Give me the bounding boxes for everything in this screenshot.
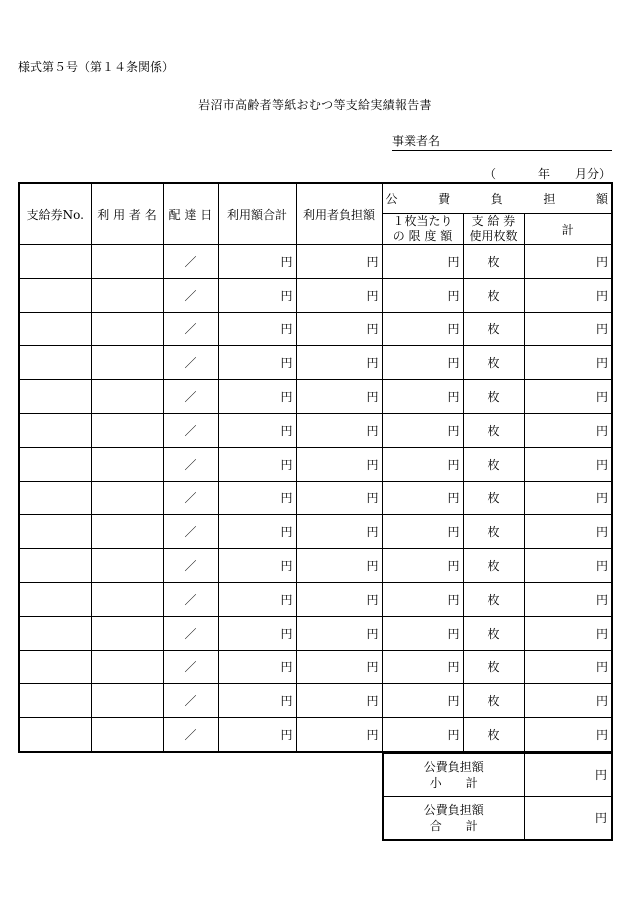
delivery-date-cell[interactable]	[163, 684, 218, 718]
date-separator: ／	[184, 457, 197, 472]
usage-total-cell[interactable]: 円	[218, 616, 296, 650]
usage-total-cell[interactable]: 円	[218, 413, 296, 447]
public-burden-char: 額	[596, 192, 609, 206]
date-separator: ／	[184, 254, 197, 269]
user-name-cell[interactable]	[91, 515, 163, 549]
subtotal-label	[383, 753, 524, 797]
user-burden-cell[interactable]: 円	[296, 245, 382, 279]
delivery-date-cell[interactable]	[163, 346, 218, 380]
delivery-date-cell[interactable]	[163, 481, 218, 515]
user-burden-cell[interactable]: 円	[296, 346, 382, 380]
voucher-no-cell[interactable]	[19, 278, 91, 312]
subtotal-label-line2: 小 計	[429, 776, 478, 790]
limit-per-sheet-cell[interactable]: 円	[382, 481, 463, 515]
table-row	[19, 312, 612, 346]
col-vouchers-used	[463, 214, 524, 245]
voucher-no-cell[interactable]	[19, 380, 91, 414]
usage-total-cell[interactable]: 円	[218, 447, 296, 481]
delivery-date-cell[interactable]	[163, 549, 218, 583]
col-total: 計	[524, 214, 612, 245]
table-row	[19, 684, 612, 718]
date-separator: ／	[184, 728, 197, 743]
col-vouchers-used-line1: 支 給 券	[471, 214, 516, 228]
user-burden-cell[interactable]: 円	[296, 312, 382, 346]
operator-name-field[interactable]	[392, 132, 612, 151]
user-name-cell[interactable]	[91, 684, 163, 718]
limit-per-sheet-cell[interactable]: 円	[382, 312, 463, 346]
public-burden-char: 費	[438, 192, 451, 206]
voucher-no-cell[interactable]	[19, 549, 91, 583]
public-total-cell[interactable]: 円	[524, 481, 612, 515]
public-total-cell[interactable]: 円	[524, 650, 612, 684]
voucher-no-cell[interactable]	[19, 447, 91, 481]
voucher-no-cell[interactable]	[19, 616, 91, 650]
period-open-paren: （	[484, 167, 497, 181]
vouchers-used-cell[interactable]: 枚	[463, 481, 524, 515]
user-name-cell[interactable]	[91, 481, 163, 515]
usage-total-cell[interactable]: 円	[218, 650, 296, 684]
col-vouchers-used-line2: 使用枚数	[469, 229, 518, 243]
usage-total-cell[interactable]: 円	[218, 346, 296, 380]
user-burden-cell[interactable]: 円	[296, 616, 382, 650]
voucher-no-cell[interactable]	[19, 650, 91, 684]
table-row	[19, 650, 612, 684]
user-name-cell[interactable]	[91, 346, 163, 380]
operator-name-label: 事業者名	[392, 134, 441, 148]
public-total-cell[interactable]: 円	[524, 447, 612, 481]
user-name-cell[interactable]	[91, 245, 163, 279]
col-user-name: 利 用 者 名	[91, 183, 163, 245]
voucher-no-cell[interactable]	[19, 515, 91, 549]
delivery-date-cell[interactable]	[163, 616, 218, 650]
delivery-date-cell[interactable]	[163, 515, 218, 549]
delivery-date-cell[interactable]	[163, 718, 218, 752]
user-burden-cell[interactable]: 円	[296, 515, 382, 549]
limit-per-sheet-cell[interactable]: 円	[382, 582, 463, 616]
public-total-cell[interactable]: 円	[524, 684, 612, 718]
user-burden-cell[interactable]: 円	[296, 380, 382, 414]
limit-per-sheet-cell[interactable]: 円	[382, 616, 463, 650]
vouchers-used-cell[interactable]: 枚	[463, 312, 524, 346]
table-row	[19, 549, 612, 583]
user-burden-cell[interactable]: 円	[296, 718, 382, 752]
public-total-cell[interactable]: 円	[524, 413, 612, 447]
col-limit-per-sheet	[382, 214, 463, 245]
col-delivery-date: 配 達 日	[163, 183, 218, 245]
user-name-cell[interactable]	[91, 616, 163, 650]
col-public-burden	[382, 183, 612, 214]
grand-total-label	[383, 797, 524, 841]
usage-total-cell[interactable]: 円	[218, 278, 296, 312]
public-total-cell[interactable]: 円	[524, 582, 612, 616]
vouchers-used-cell[interactable]: 枚	[463, 515, 524, 549]
vouchers-used-cell[interactable]: 枚	[463, 684, 524, 718]
table-row	[19, 616, 612, 650]
public-total-cell[interactable]: 円	[524, 346, 612, 380]
user-name-cell[interactable]	[91, 312, 163, 346]
usage-total-cell[interactable]: 円	[218, 684, 296, 718]
voucher-no-cell[interactable]	[19, 684, 91, 718]
user-burden-cell[interactable]: 円	[296, 582, 382, 616]
vouchers-used-cell[interactable]: 枚	[463, 346, 524, 380]
summary-table	[382, 752, 613, 841]
table-row	[19, 245, 612, 279]
table-row	[19, 515, 612, 549]
user-name-cell[interactable]	[91, 413, 163, 447]
user-name-cell[interactable]	[91, 582, 163, 616]
limit-per-sheet-cell[interactable]: 円	[382, 684, 463, 718]
table-row	[19, 278, 612, 312]
user-burden-cell[interactable]: 円	[296, 413, 382, 447]
delivery-date-cell[interactable]	[163, 380, 218, 414]
delivery-date-cell[interactable]	[163, 245, 218, 279]
col-usage-total: 利用額合計	[218, 183, 296, 245]
table-row	[19, 447, 612, 481]
table-row	[19, 413, 612, 447]
date-separator: ／	[184, 660, 197, 675]
date-separator: ／	[184, 423, 197, 438]
date-separator: ／	[184, 356, 197, 371]
table-row	[19, 718, 612, 752]
usage-total-cell[interactable]: 円	[218, 481, 296, 515]
user-burden-cell[interactable]: 円	[296, 481, 382, 515]
limit-per-sheet-cell[interactable]: 円	[382, 447, 463, 481]
user-burden-cell[interactable]: 円	[296, 684, 382, 718]
grand-total-label-line2: 合 計	[429, 819, 478, 833]
user-name-cell[interactable]	[91, 718, 163, 752]
date-separator: ／	[184, 626, 197, 641]
user-name-cell[interactable]	[91, 278, 163, 312]
grand-total-amount-cell[interactable]: 円	[524, 797, 612, 841]
public-total-cell[interactable]: 円	[524, 278, 612, 312]
vouchers-used-cell[interactable]: 枚	[463, 278, 524, 312]
public-total-cell[interactable]: 円	[524, 718, 612, 752]
delivery-date-cell[interactable]	[163, 582, 218, 616]
user-burden-cell[interactable]: 円	[296, 278, 382, 312]
usage-total-cell[interactable]: 円	[218, 549, 296, 583]
subtotal-amount-cell[interactable]: 円	[524, 753, 612, 797]
limit-per-sheet-cell[interactable]: 円	[382, 549, 463, 583]
user-burden-cell[interactable]: 円	[296, 447, 382, 481]
date-separator: ／	[184, 322, 197, 337]
col-user-burden: 利用者負担額	[296, 183, 382, 245]
public-total-cell[interactable]: 円	[524, 515, 612, 549]
vouchers-used-cell[interactable]: 枚	[463, 718, 524, 752]
limit-per-sheet-cell[interactable]: 円	[382, 650, 463, 684]
usage-total-cell[interactable]: 円	[218, 582, 296, 616]
voucher-no-cell[interactable]	[19, 346, 91, 380]
date-separator: ／	[184, 694, 197, 709]
vouchers-used-cell[interactable]: 枚	[463, 582, 524, 616]
voucher-no-cell[interactable]	[19, 718, 91, 752]
vouchers-used-cell[interactable]: 枚	[463, 245, 524, 279]
voucher-no-cell[interactable]	[19, 312, 91, 346]
user-name-cell[interactable]	[91, 549, 163, 583]
date-separator: ／	[184, 390, 197, 405]
delivery-report-table	[18, 182, 613, 753]
subtotal-label-line1: 公費負担額	[423, 760, 484, 774]
delivery-date-cell[interactable]	[163, 278, 218, 312]
document-title: 岩沼市高齢者等紙おむつ等支給実績報告書	[198, 98, 432, 112]
public-burden-char: 担	[543, 192, 556, 206]
vouchers-used-cell[interactable]: 枚	[463, 650, 524, 684]
table-row	[19, 481, 612, 515]
vouchers-used-cell[interactable]: 枚	[463, 380, 524, 414]
vouchers-used-cell[interactable]: 枚	[463, 549, 524, 583]
user-name-cell[interactable]	[91, 447, 163, 481]
vouchers-used-cell[interactable]: 枚	[463, 447, 524, 481]
user-name-cell[interactable]	[91, 380, 163, 414]
col-limit-line1: １枚当たり	[392, 214, 453, 228]
limit-per-sheet-cell[interactable]: 円	[382, 515, 463, 549]
date-separator: ／	[184, 592, 197, 607]
public-total-cell[interactable]: 円	[524, 312, 612, 346]
voucher-no-cell[interactable]	[19, 413, 91, 447]
limit-per-sheet-cell[interactable]: 円	[382, 245, 463, 279]
date-separator: ／	[184, 559, 197, 574]
usage-total-cell[interactable]: 円	[218, 718, 296, 752]
date-separator: ／	[184, 525, 197, 540]
delivery-date-cell[interactable]	[163, 312, 218, 346]
limit-per-sheet-cell[interactable]: 円	[382, 380, 463, 414]
limit-per-sheet-cell[interactable]: 円	[382, 413, 463, 447]
voucher-no-cell[interactable]	[19, 245, 91, 279]
public-total-cell[interactable]: 円	[524, 245, 612, 279]
period-month-label: 月分）	[575, 167, 612, 181]
table-row	[19, 346, 612, 380]
public-burden-char: 公	[385, 192, 398, 206]
vouchers-used-cell[interactable]: 枚	[463, 413, 524, 447]
usage-total-cell[interactable]: 円	[218, 245, 296, 279]
date-separator: ／	[184, 288, 197, 303]
table-row	[19, 582, 612, 616]
usage-total-cell[interactable]: 円	[218, 312, 296, 346]
col-voucher-no: 支給券No.	[19, 183, 91, 245]
form-number-label: 様式第５号（第１４条関係）	[18, 60, 175, 74]
date-separator: ／	[184, 491, 197, 506]
delivery-date-cell[interactable]	[163, 447, 218, 481]
table-row	[19, 380, 612, 414]
voucher-no-cell[interactable]	[19, 582, 91, 616]
vouchers-used-cell[interactable]: 枚	[463, 616, 524, 650]
delivery-date-cell[interactable]	[163, 650, 218, 684]
voucher-no-cell[interactable]	[19, 481, 91, 515]
public-burden-char: 負	[490, 192, 503, 206]
user-burden-cell[interactable]: 円	[296, 650, 382, 684]
delivery-date-cell[interactable]	[163, 413, 218, 447]
col-limit-line2: の 限 度 額	[392, 229, 453, 243]
period-year-label: 年	[538, 167, 551, 181]
limit-per-sheet-cell[interactable]: 円	[382, 718, 463, 752]
limit-per-sheet-cell[interactable]: 円	[382, 346, 463, 380]
user-burden-cell[interactable]: 円	[296, 549, 382, 583]
usage-total-cell[interactable]: 円	[218, 515, 296, 549]
public-total-cell[interactable]: 円	[524, 549, 612, 583]
limit-per-sheet-cell[interactable]: 円	[382, 278, 463, 312]
user-name-cell[interactable]	[91, 650, 163, 684]
public-total-cell[interactable]: 円	[524, 380, 612, 414]
grand-total-label-line1: 公費負担額	[423, 803, 484, 817]
public-total-cell[interactable]: 円	[524, 616, 612, 650]
usage-total-cell[interactable]: 円	[218, 380, 296, 414]
